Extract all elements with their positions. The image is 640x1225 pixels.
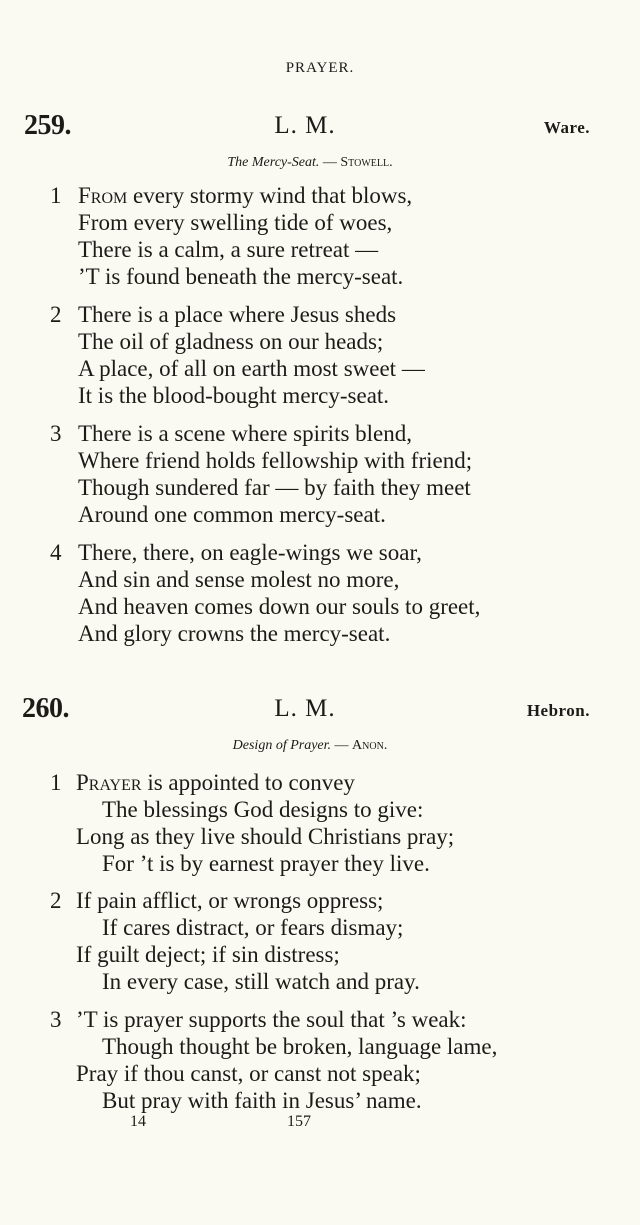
signature-mark: 14	[130, 1113, 146, 1130]
first-word: From	[78, 183, 128, 208]
hymn-source	[0, 738, 620, 754]
verse-line: If pain afflict, or wrongs oppress;	[76, 888, 384, 913]
first-word: Prayer	[76, 770, 142, 795]
verse	[48, 539, 608, 647]
hymn-number: 260.	[22, 693, 69, 724]
verse-line: Long as they live should Christians pray;	[76, 824, 455, 849]
verse-line: There is a calm, a sure retreat —	[78, 237, 379, 262]
verse-line: And heaven comes down our souls to greet,	[78, 594, 481, 619]
verse-line: There is a scene where spirits blend,	[78, 421, 413, 446]
verse-line: From every swelling tide of woes,	[78, 210, 393, 235]
source-dash: —	[331, 738, 353, 753]
first-line-rest: every stormy wind that blows,	[127, 183, 413, 208]
verse-line: And sin and sense molest no more,	[78, 567, 400, 592]
verse-line: There is a place where Jesus sheds	[78, 302, 397, 327]
hymn-number: 259.	[24, 110, 71, 141]
first-line-rest: is appointed to convey	[141, 770, 355, 795]
hymn-header	[0, 110, 640, 144]
hymn-source	[0, 155, 620, 171]
hymn-tune: Ware.	[543, 118, 590, 137]
verse	[48, 1006, 608, 1114]
hymn-author: Stowell.	[340, 155, 393, 170]
source-dash: —	[319, 155, 341, 170]
verse-line	[48, 182, 608, 209]
verse-line: It is the blood-bought mercy-seat.	[78, 383, 390, 408]
verse-line: And glory crowns the mercy-seat.	[78, 621, 391, 646]
verse	[48, 769, 608, 877]
verse-number: 2	[50, 888, 62, 913]
hymn-meter: L. M.	[274, 112, 336, 139]
running-head: PRAYER.	[285, 60, 355, 76]
verse-line: But pray with faith in Jesus’ name.	[102, 1088, 422, 1113]
verse-line: In every case, still watch and pray.	[102, 969, 420, 994]
verse-line: Around one common mercy-seat.	[78, 502, 386, 527]
verse-number: 3	[50, 1007, 62, 1032]
verse-line: ’T is prayer supports the soul that ’s weak:	[76, 1007, 467, 1032]
verse-number: 1	[50, 183, 62, 208]
verse-number: 1	[50, 770, 62, 795]
verse-line: Where friend holds fellowship with friend;	[78, 448, 473, 473]
verse-line: For ’t is by earnest prayer they live.	[102, 851, 430, 876]
verse-line: If cares distract, or fears dismay;	[102, 915, 404, 940]
hymn-meter: L. M.	[274, 695, 336, 722]
page-number: 157	[287, 1113, 311, 1130]
verse	[48, 420, 608, 528]
verse-line: The blessings God designs to give:	[102, 797, 424, 822]
verse-line: Though thought be broken, language lame,	[102, 1034, 498, 1059]
hymn-tune: Hebron.	[526, 701, 590, 720]
verse	[48, 182, 608, 290]
verse-line: The oil of gladness on our heads;	[78, 329, 384, 354]
verse-line: A place, of all on earth most sweet —	[78, 356, 425, 381]
hymn-header	[0, 693, 640, 727]
verse-number: 2	[50, 302, 62, 327]
hymn-author: Anon.	[352, 738, 388, 753]
verse-line: ’T is found beneath the mercy-seat.	[78, 264, 404, 289]
verse-number: 3	[50, 421, 62, 446]
verse-number: 4	[50, 540, 62, 565]
verse-line: Pray if thou canst, or canst not speak;	[76, 1061, 421, 1086]
verse-line: Though sundered far — by faith they meet	[78, 475, 471, 500]
hymn-title: Design of Prayer.	[232, 738, 332, 753]
verse-line	[48, 769, 608, 796]
verse-line: There, there, on eagle-wings we soar,	[78, 540, 422, 565]
hymn-title: The Mercy-Seat.	[227, 155, 320, 170]
verse-line: If guilt deject; if sin distress;	[76, 942, 340, 967]
verse	[48, 301, 608, 409]
verse	[48, 887, 608, 995]
